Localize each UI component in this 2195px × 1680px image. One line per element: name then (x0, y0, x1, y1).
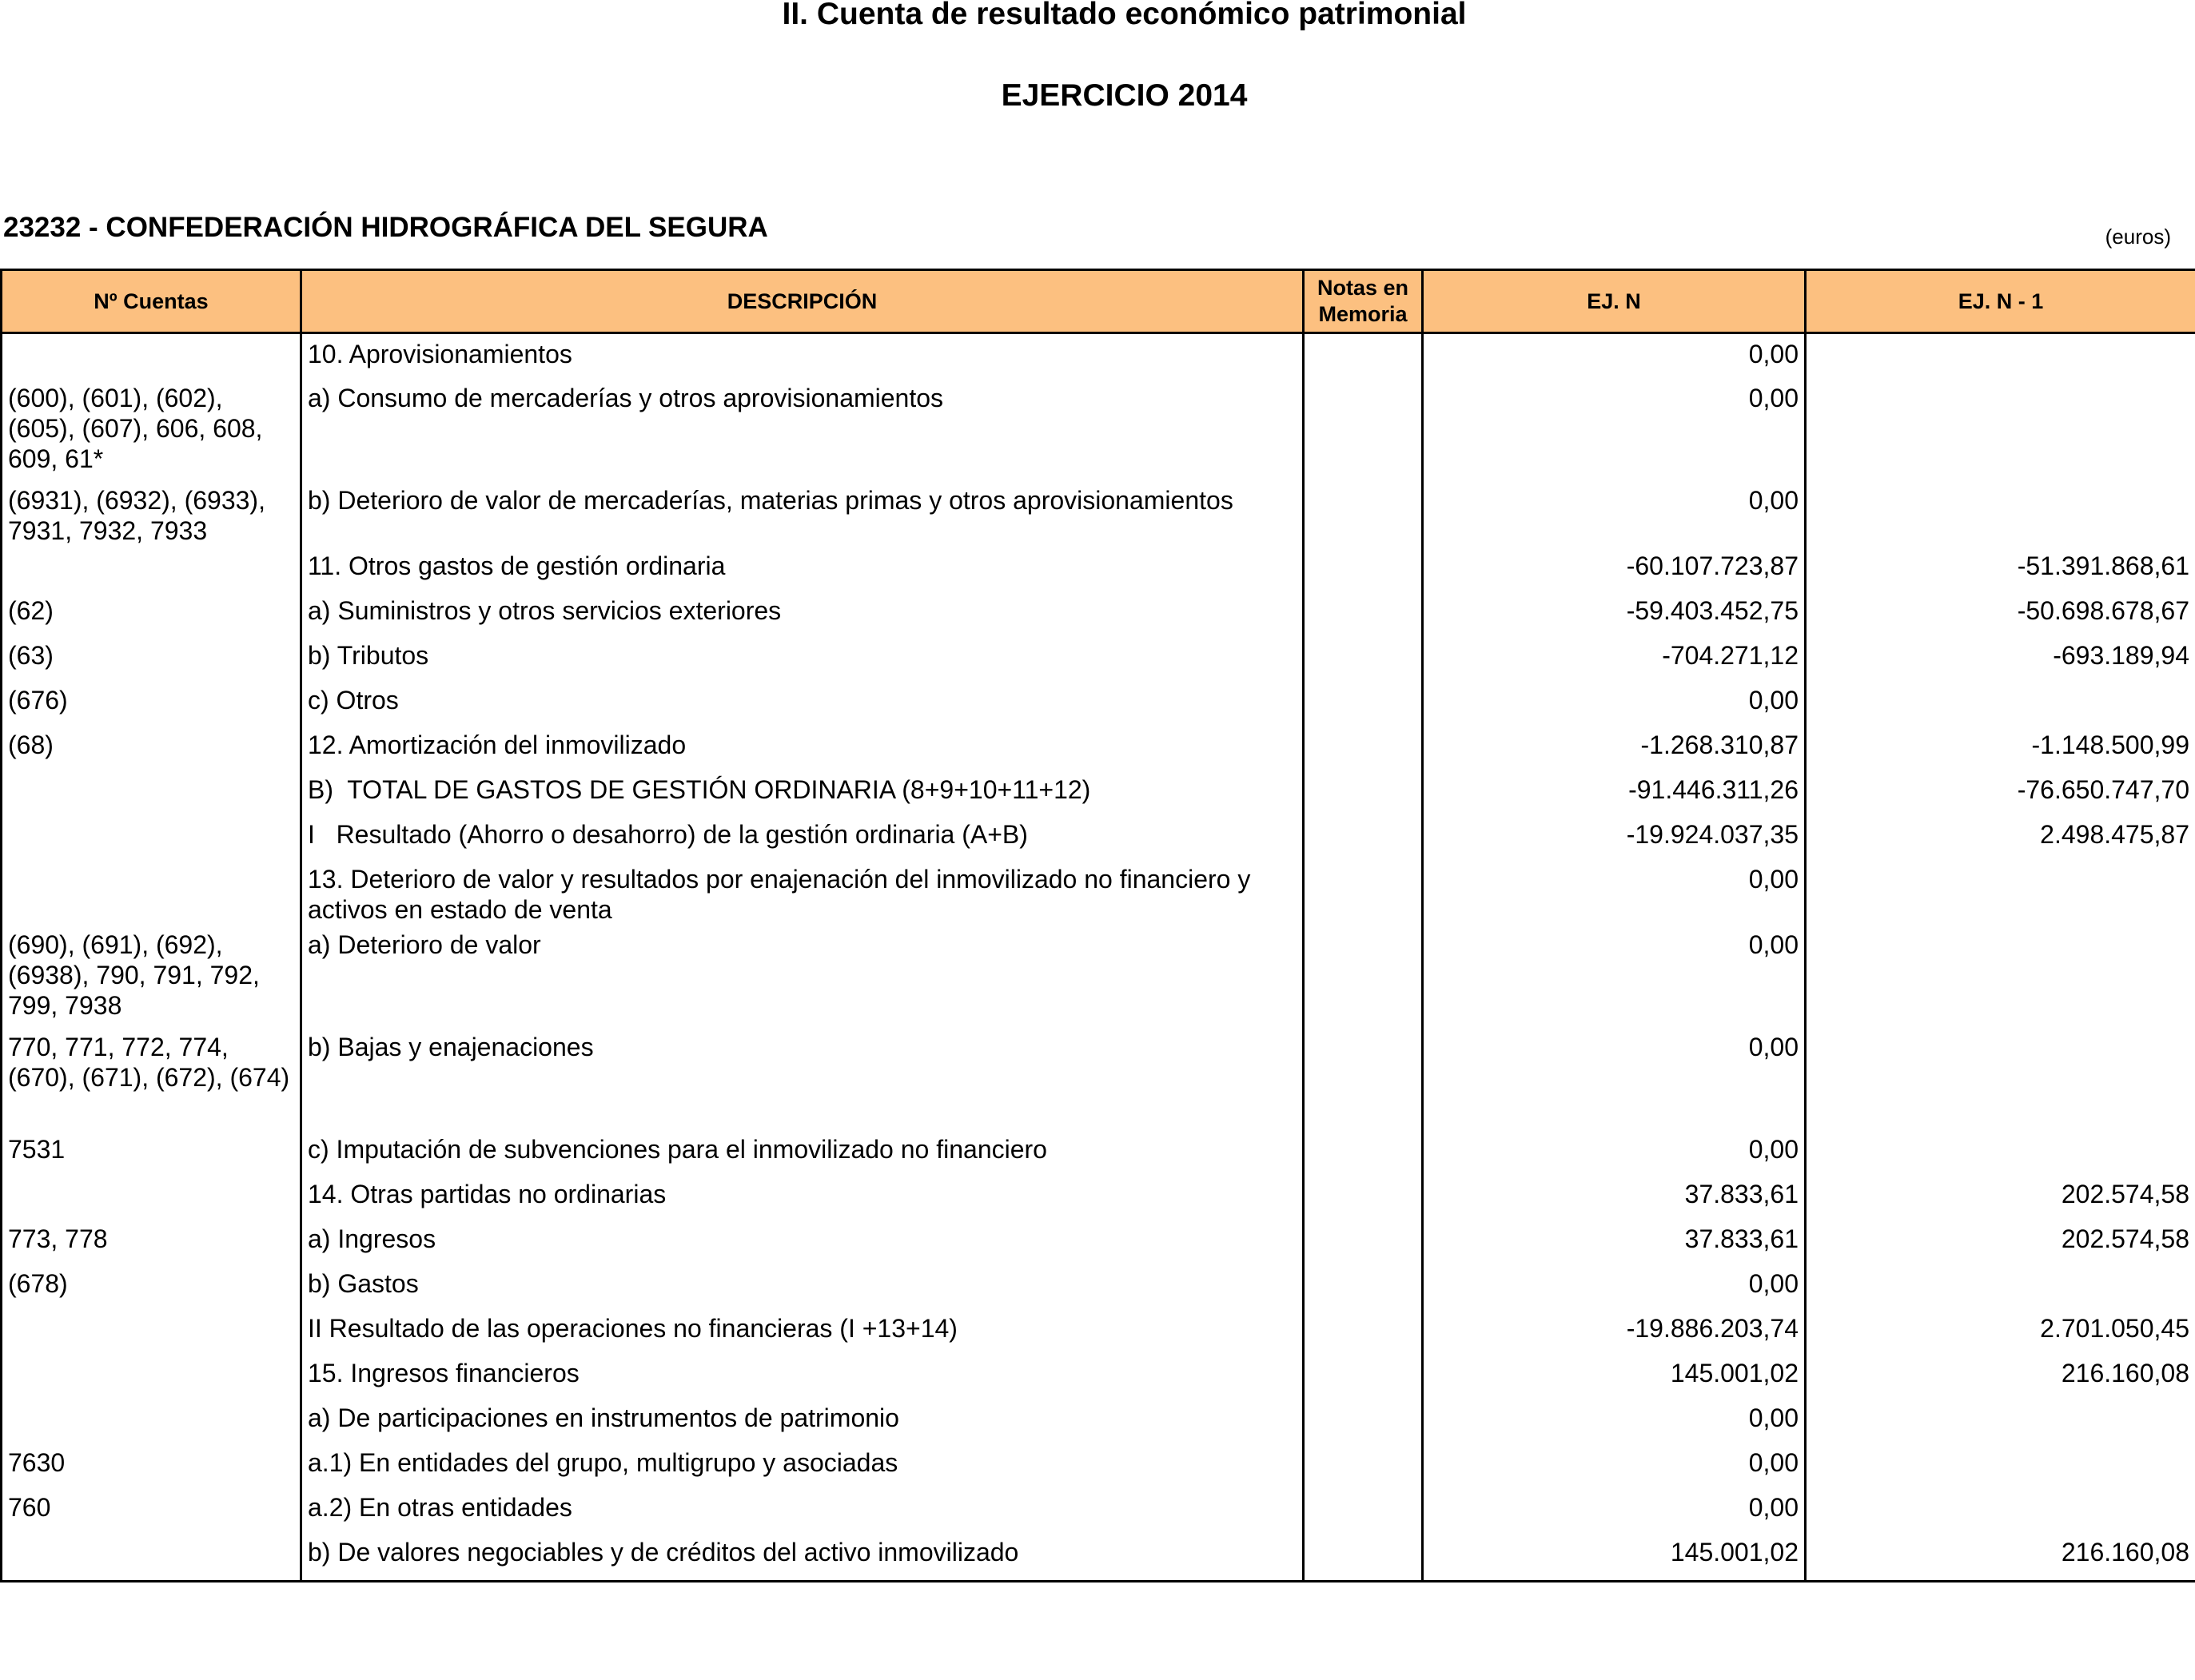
table-row (2, 1487, 2195, 1532)
notes-cell (1304, 1532, 1423, 1582)
notes-cell (1304, 480, 1423, 546)
column-header-previous-year: EJ. N - 1 (1806, 270, 2195, 333)
table-row (2, 546, 2195, 591)
current-year-value: -19.886.203,74 (1423, 1308, 1806, 1353)
previous-year-value (1806, 680, 2195, 725)
notes-cell (1304, 333, 1423, 378)
previous-year-value: 202.574,58 (1806, 1174, 2195, 1219)
current-year-value: 0,00 (1423, 1398, 1806, 1443)
line-description: b) Gastos (301, 1264, 1304, 1308)
account-codes (2, 1398, 301, 1443)
line-description: I Resultado (Ahorro o desahorro) de la gestión ordinaria (A+B) (301, 814, 1304, 859)
previous-year-value (1806, 859, 2195, 925)
account-codes: (62) (2, 591, 301, 635)
notes-cell (1304, 1398, 1423, 1443)
page-title: II. Cuenta de resultado económico patrimonial (782, 0, 1467, 31)
notes-cell (1304, 1487, 1423, 1532)
table-row (2, 591, 2195, 635)
line-description: a) Suministros y otros servicios exteriores (301, 591, 1304, 635)
current-year-value: 0,00 (1423, 333, 1806, 378)
notes-cell (1304, 546, 1423, 591)
table-row (2, 1027, 2195, 1129)
current-year-value: 145.001,02 (1423, 1353, 1806, 1398)
account-codes: (6931), (6932), (6933), 7931, 7932, 7933 (2, 480, 301, 546)
previous-year-value (1806, 1398, 2195, 1443)
column-header-description: DESCRIPCIÓN (301, 270, 1304, 333)
previous-year-value (1806, 1027, 2195, 1129)
notes-cell (1304, 1353, 1423, 1398)
table-header-row (2, 270, 2195, 333)
line-description: a) De participaciones en instrumentos de patrimonio (301, 1398, 1304, 1443)
account-codes (2, 1532, 301, 1582)
account-codes (2, 1353, 301, 1398)
current-year-value: 0,00 (1423, 1487, 1806, 1532)
line-description: b) Deterioro de valor de mercaderías, materias primas y otros aprovisionamientos (301, 480, 1304, 546)
current-year-value: 0,00 (1423, 480, 1806, 546)
account-codes: 773, 778 (2, 1219, 301, 1264)
table-row (2, 333, 2195, 378)
table-row (2, 925, 2195, 1027)
current-year-value: -60.107.723,87 (1423, 546, 1806, 591)
line-description: 12. Amortización del inmovilizado (301, 725, 1304, 770)
current-year-value: 145.001,02 (1423, 1532, 1806, 1582)
account-codes (2, 859, 301, 925)
current-year-value: -704.271,12 (1423, 635, 1806, 680)
table-row (2, 1219, 2195, 1264)
previous-year-value: 216.160,08 (1806, 1532, 2195, 1582)
line-description: b) De valores negociables y de créditos del activo inmovilizado (301, 1532, 1304, 1582)
previous-year-value: -50.698.678,67 (1806, 591, 2195, 635)
notes-cell (1304, 1174, 1423, 1219)
column-header-notes: Notas en Memoria (1304, 270, 1423, 333)
previous-year-value (1806, 480, 2195, 546)
line-description: 15. Ingresos financieros (301, 1353, 1304, 1398)
current-year-value: 0,00 (1423, 1443, 1806, 1487)
line-description: 10. Aprovisionamientos (301, 333, 1304, 378)
current-year-value: 0,00 (1423, 1027, 1806, 1129)
entity-name: 23232 - CONFEDERACIÓN HIDROGRÁFICA DEL SEGURA (3, 212, 768, 243)
current-year-value: 0,00 (1423, 925, 1806, 1027)
table-row (2, 859, 2195, 925)
current-year-value: 0,00 (1423, 378, 1806, 480)
table-row (2, 725, 2195, 770)
previous-year-value: 2.701.050,45 (1806, 1308, 2195, 1353)
account-codes (2, 333, 301, 378)
current-year-value: -91.446.311,26 (1423, 770, 1806, 814)
notes-cell (1304, 1308, 1423, 1353)
current-year-value: -1.268.310,87 (1423, 725, 1806, 770)
previous-year-value (1806, 1487, 2195, 1532)
previous-year-value (1806, 1443, 2195, 1487)
previous-year-value: 202.574,58 (1806, 1219, 2195, 1264)
account-codes: (68) (2, 725, 301, 770)
account-codes: (600), (601), (602), (605), (607), 606, 608, 609, 61* (2, 378, 301, 480)
notes-cell (1304, 725, 1423, 770)
account-codes: 760 (2, 1487, 301, 1532)
notes-cell (1304, 859, 1423, 925)
notes-cell (1304, 635, 1423, 680)
table-row (2, 635, 2195, 680)
current-year-value: -59.403.452,75 (1423, 591, 1806, 635)
current-year-value: 0,00 (1423, 1129, 1806, 1174)
account-codes (2, 1174, 301, 1219)
notes-cell (1304, 1219, 1423, 1264)
account-codes (2, 546, 301, 591)
account-codes: (678) (2, 1264, 301, 1308)
table-row (2, 480, 2195, 546)
previous-year-value: -693.189,94 (1806, 635, 2195, 680)
line-description: a.1) En entidades del grupo, multigrupo y asociadas (301, 1443, 1304, 1487)
line-description: B) TOTAL DE GASTOS DE GESTIÓN ORDINARIA (8+9+10+11+12) (301, 770, 1304, 814)
account-codes (2, 814, 301, 859)
line-description: c) Otros (301, 680, 1304, 725)
fiscal-year-heading: EJERCICIO 2014 (1001, 78, 1248, 113)
previous-year-value (1806, 1129, 2195, 1174)
previous-year-value (1806, 1264, 2195, 1308)
notes-cell (1304, 770, 1423, 814)
previous-year-value (1806, 925, 2195, 1027)
column-header-accounts: Nº Cuentas (2, 270, 301, 333)
account-codes: 7531 (2, 1129, 301, 1174)
previous-year-value (1806, 378, 2195, 480)
line-description: a) Deterioro de valor (301, 925, 1304, 1027)
column-header-current-year: EJ. N (1423, 270, 1806, 333)
current-year-value: 0,00 (1423, 680, 1806, 725)
notes-cell (1304, 591, 1423, 635)
account-codes: 7630 (2, 1443, 301, 1487)
line-description: 14. Otras partidas no ordinarias (301, 1174, 1304, 1219)
account-codes: 770, 771, 772, 774, (670), (671), (672), (674) (2, 1027, 301, 1129)
account-codes: (690), (691), (692), (6938), 790, 791, 792, 799, 7938 (2, 925, 301, 1027)
line-description: II Resultado de las operaciones no financieras (I +13+14) (301, 1308, 1304, 1353)
previous-year-value (1806, 333, 2195, 378)
line-description: b) Bajas y enajenaciones (301, 1027, 1304, 1129)
line-description: 13. Deterioro de valor y resultados por enajenación del inmovilizado no financiero y activos en estado de venta (301, 859, 1304, 925)
previous-year-value: -1.148.500,99 (1806, 725, 2195, 770)
table-row (2, 1532, 2195, 1582)
table-row (2, 1174, 2195, 1219)
current-year-value: 0,00 (1423, 1264, 1806, 1308)
table-row (2, 814, 2195, 859)
income-statement-table (0, 269, 2195, 1582)
current-year-value: 0,00 (1423, 859, 1806, 925)
account-codes: (676) (2, 680, 301, 725)
current-year-value: -19.924.037,35 (1423, 814, 1806, 859)
line-description: c) Imputación de subvenciones para el inmovilizado no financiero (301, 1129, 1304, 1174)
current-year-value: 37.833,61 (1423, 1219, 1806, 1264)
notes-cell (1304, 1129, 1423, 1174)
current-year-value: 37.833,61 (1423, 1174, 1806, 1219)
notes-cell (1304, 680, 1423, 725)
notes-cell (1304, 1027, 1423, 1129)
line-description: b) Tributos (301, 635, 1304, 680)
line-description: a.2) En otras entidades (301, 1487, 1304, 1532)
table-row (2, 1129, 2195, 1174)
line-description: a) Consumo de mercaderías y otros aprovisionamientos (301, 378, 1304, 480)
table-row (2, 1398, 2195, 1443)
currency-units: (euros) (2105, 225, 2171, 249)
table-row (2, 378, 2195, 480)
table-row (2, 1308, 2195, 1353)
notes-cell (1304, 1264, 1423, 1308)
account-codes: (63) (2, 635, 301, 680)
notes-cell (1304, 925, 1423, 1027)
previous-year-value: 216.160,08 (1806, 1353, 2195, 1398)
table-row (2, 1353, 2195, 1398)
notes-cell (1304, 814, 1423, 859)
line-description: a) Ingresos (301, 1219, 1304, 1264)
account-codes (2, 770, 301, 814)
previous-year-value: -76.650.747,70 (1806, 770, 2195, 814)
notes-cell (1304, 378, 1423, 480)
previous-year-value: -51.391.868,61 (1806, 546, 2195, 591)
account-codes (2, 1308, 301, 1353)
table-row (2, 1443, 2195, 1487)
previous-year-value: 2.498.475,87 (1806, 814, 2195, 859)
table-row (2, 770, 2195, 814)
table-row (2, 680, 2195, 725)
line-description: 11. Otros gastos de gestión ordinaria (301, 546, 1304, 591)
table-row (2, 1264, 2195, 1308)
notes-cell (1304, 1443, 1423, 1487)
